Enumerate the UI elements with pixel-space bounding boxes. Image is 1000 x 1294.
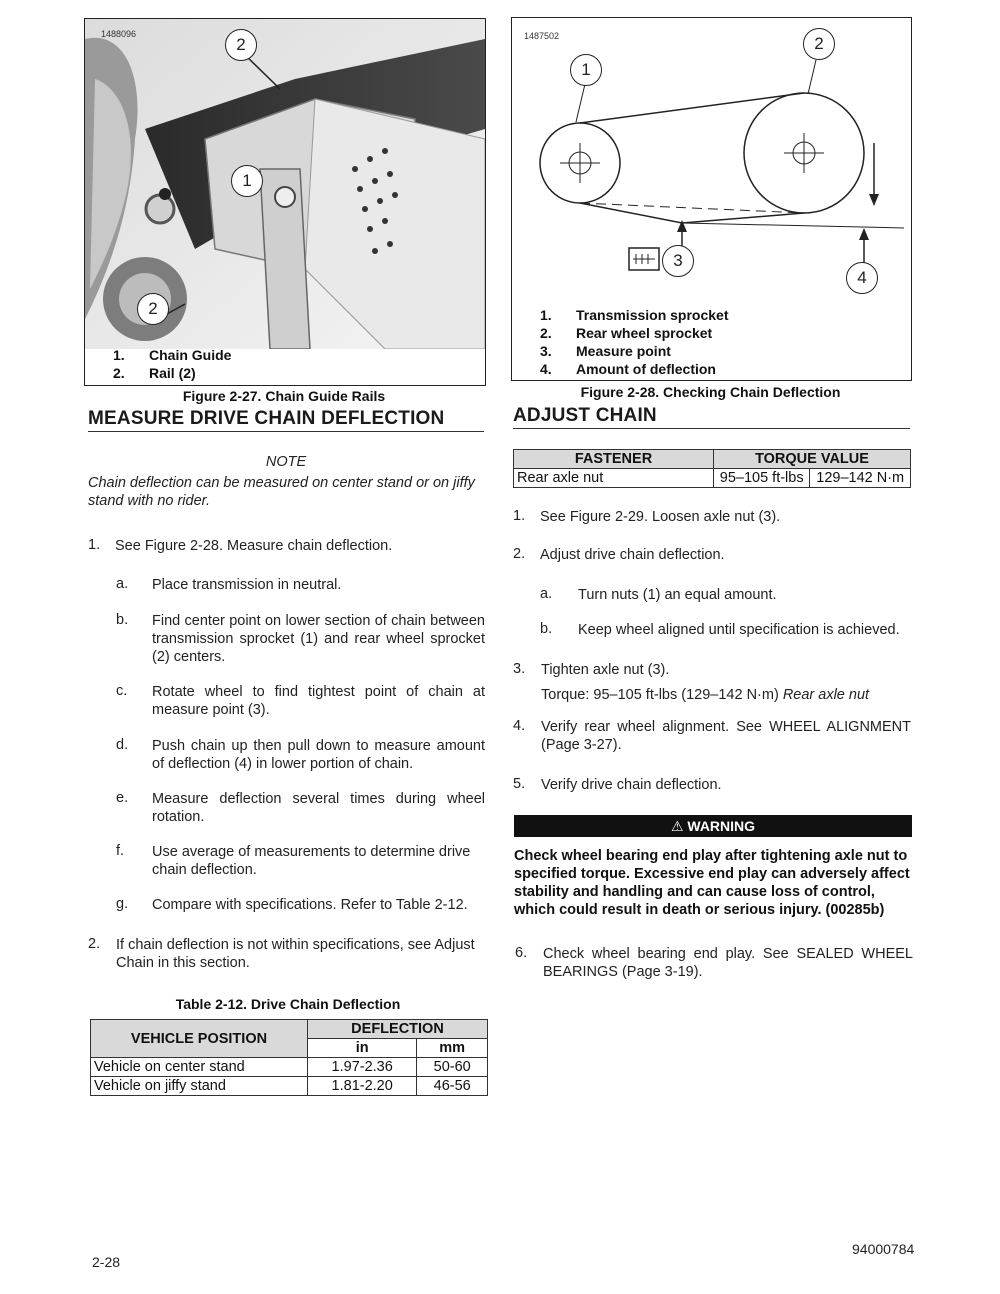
cell-position: Vehicle on jiffy stand (91, 1077, 308, 1096)
figure-legend (540, 306, 729, 378)
callout-1: 1 (570, 54, 602, 86)
torque-spec-value: Torque: 95–105 ft-lbs (129–142 N·m) (541, 687, 779, 703)
step-text: See Figure 2-28. Measure chain deflection. (115, 538, 393, 554)
col-header-fastener: FASTENER (514, 450, 714, 469)
cell-mm: 46-56 (417, 1077, 488, 1096)
figure-id: 1488096 (101, 29, 137, 39)
substep-letter: f. (116, 843, 125, 859)
cell-in: 1.81-2.20 (308, 1077, 417, 1096)
legend-number: 3. (540, 343, 552, 359)
note-label: NOTE (265, 454, 307, 470)
step-number: 1. (513, 508, 526, 524)
substep-text: Keep wheel aligned until specification is achieved. (578, 622, 900, 638)
step-text: Verify rear wheel alignment. See WHEEL ALIGNMENT (Page 3-27). (541, 719, 911, 753)
legend-item (540, 342, 729, 360)
callout-2-top: 2 (225, 29, 257, 61)
cell-mm: 50-60 (417, 1058, 488, 1077)
legend-item (113, 364, 231, 382)
figure-legend (113, 346, 231, 382)
substep-text: Place transmission in neutral. (152, 577, 342, 593)
step-number: 2. (513, 546, 526, 562)
figure-caption: Figure 2-28. Checking Chain Deflection (580, 384, 841, 400)
step-number: 6. (515, 945, 528, 961)
figure-chain-guide-rails (84, 18, 486, 386)
substep-letter: g. (116, 896, 129, 912)
cell-fastener: Rear axle nut (514, 469, 714, 488)
substep-letter: b. (116, 612, 129, 628)
torque-spec-fastener: Rear axle nut (782, 687, 870, 703)
substep-text: Compare with specifications. Refer to Table 2-12. (152, 897, 468, 913)
step-number: 2. (88, 936, 101, 952)
legend-item (113, 346, 231, 364)
step-text: Adjust drive chain deflection. (540, 547, 725, 563)
table-row (91, 1077, 488, 1096)
substep-letter: a. (540, 586, 553, 602)
substep-text: Use average of measurements to determine drive chain deflection. (152, 844, 471, 878)
col-header-in: in (308, 1039, 417, 1058)
substep-text: Rotate wheel to find tightest point of chain at measure point (3). (152, 684, 485, 718)
table-header-row (514, 450, 911, 469)
substep-letter: e. (116, 790, 129, 806)
note-text: Chain deflection can be measured on center stand or on jiffy stand with no rider. (88, 475, 475, 509)
legend-number: 4. (540, 361, 552, 377)
col-header-torque: TORQUE VALUE (714, 450, 911, 469)
torque-spec-line (541, 686, 911, 704)
cell-position: Vehicle on center stand (91, 1058, 308, 1077)
callout-1: 1 (231, 165, 263, 197)
legend-item (540, 306, 729, 324)
callout-2: 2 (803, 28, 835, 60)
step-text: Verify drive chain deflection. (541, 777, 722, 793)
substep-text: Find center point on lower section of chain between transmission sprocket (1) and rear wheel sprocket (2) centers. (152, 613, 485, 665)
table-title: Table 2-12. Drive Chain Deflection (175, 996, 401, 1012)
cell-in: 1.97-2.36 (308, 1058, 417, 1077)
warning-banner: ⚠ WARNING (514, 815, 912, 837)
step-number: 1. (88, 537, 101, 553)
legend-label: Chain Guide (149, 347, 232, 363)
figure-checking-chain-deflection (511, 17, 912, 381)
col-header-mm: mm (417, 1039, 488, 1058)
legend-label: Rear wheel sprocket (576, 325, 713, 341)
cell-torque-ftlbs: 95–105 ft-lbs (714, 469, 810, 488)
step-number: 5. (513, 776, 526, 792)
torque-table (513, 449, 911, 488)
step-text: See Figure 2-29. Loosen axle nut (3). (540, 509, 781, 525)
section-heading-measure: MEASURE DRIVE CHAIN DEFLECTION (88, 408, 484, 432)
step-text: If chain deflection is not within specifications, see Adjust Chain in this section. (116, 937, 475, 971)
substep-letter: a. (116, 576, 129, 592)
step-text: Check wheel bearing end play. See SEALED WHEEL BEARINGS (Page 3-19). (543, 946, 913, 980)
substep-text: Push chain up then pull down to measure amount of deflection (4) in lower portion of chain. (152, 738, 485, 772)
table-row (91, 1058, 488, 1077)
callout-3: 3 (662, 245, 694, 277)
warning-text: Check wheel bearing end play after tightening axle nut to specified torque. Excessive end play can adversely affect stability and handling and can cause loss of control, which could result in death or serious injury. (00285b) (514, 848, 910, 918)
legend-label: Amount of deflection (576, 361, 716, 377)
legend-number: 2. (540, 325, 552, 341)
cell-torque-nm: 129–142 N·m (810, 469, 911, 488)
table-header-row (91, 1020, 488, 1039)
figure-id: 1487502 (524, 31, 560, 41)
col-header-position: VEHICLE POSITION (91, 1020, 308, 1058)
legend-label: Rail (2) (149, 365, 196, 381)
legend-number: 2. (113, 365, 125, 381)
callout-2-bottom: 2 (137, 293, 169, 325)
legend-item (540, 324, 729, 342)
drive-chain-deflection-table (90, 1019, 488, 1096)
legend-number: 1. (540, 307, 552, 323)
legend-label: Transmission sprocket (576, 307, 729, 323)
document-number: 94000784 (852, 1241, 915, 1257)
substep-letter: b. (540, 621, 553, 637)
table-row (514, 469, 911, 488)
step-number: 3. (513, 661, 526, 677)
figure-caption: Figure 2-27. Chain Guide Rails (182, 388, 386, 404)
substep-letter: c. (116, 683, 128, 699)
callout-4: 4 (846, 262, 878, 294)
substep-text: Turn nuts (1) an equal amount. (578, 587, 777, 603)
step-number: 4. (513, 718, 526, 734)
substep-text: Measure deflection several times during wheel rotation. (152, 791, 485, 825)
legend-number: 1. (113, 347, 125, 363)
legend-item (540, 360, 729, 378)
substep-letter: d. (116, 737, 129, 753)
section-heading-adjust: ADJUST CHAIN (513, 405, 910, 429)
legend-label: Measure point (576, 343, 671, 359)
page-number: 2-28 (92, 1254, 121, 1270)
step-text: Tighten axle nut (3). (541, 662, 670, 678)
col-header-deflection: DEFLECTION (308, 1020, 488, 1039)
